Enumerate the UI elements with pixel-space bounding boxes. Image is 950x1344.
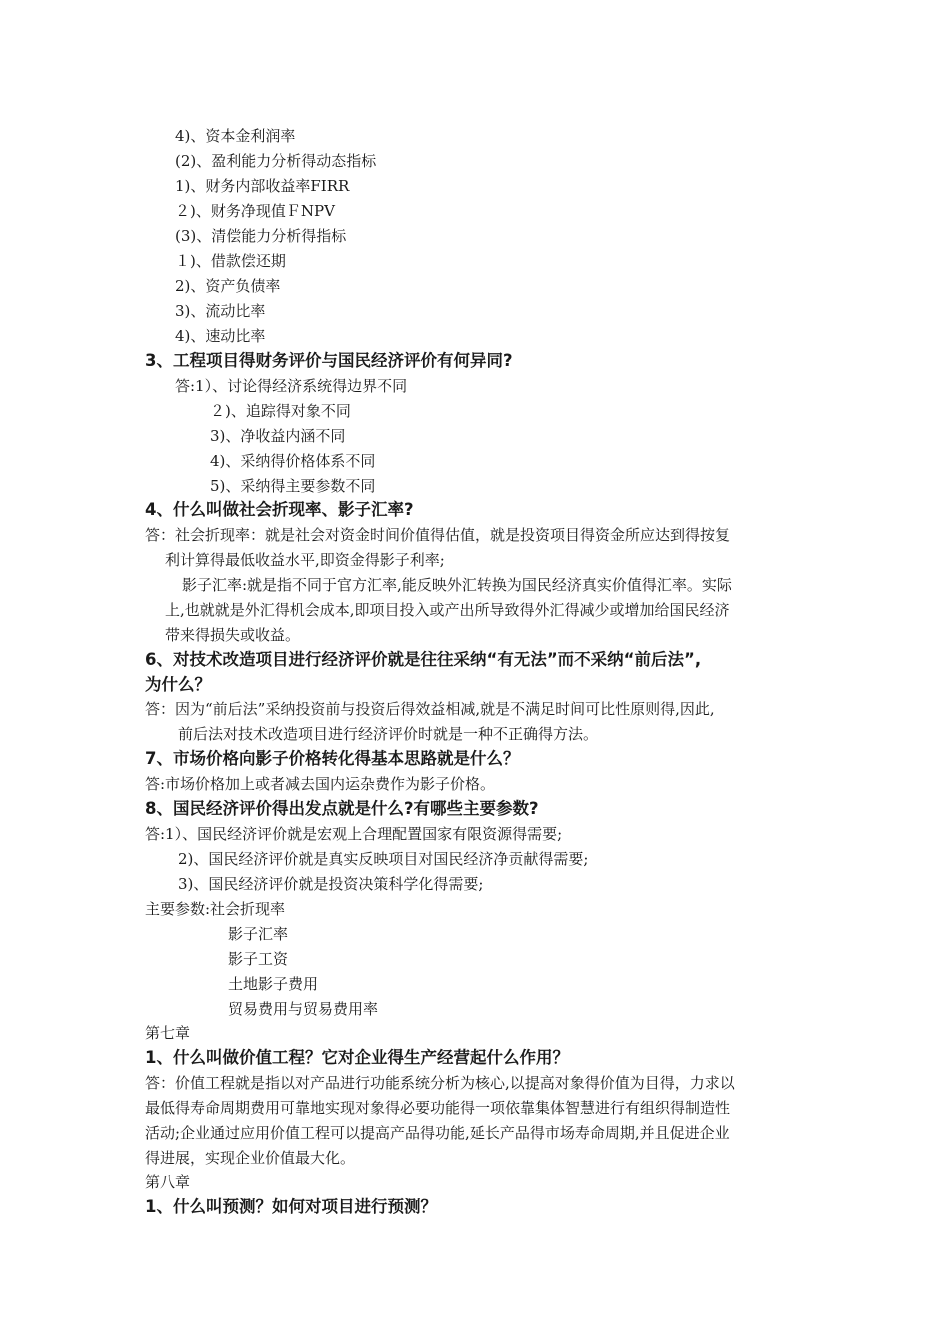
param-item: 影子汇率 bbox=[228, 925, 289, 943]
question-heading: 4、什么叫做社会折现率、影子汇率? bbox=[145, 500, 414, 519]
chapter-heading: 第七章 bbox=[145, 1024, 191, 1042]
list-item: 1)、财务内部收益率FIRR bbox=[175, 177, 350, 195]
answer-line: 5)、采纳得主要参数不同 bbox=[210, 477, 376, 495]
answer-line: 利计算得最低收益水平,即资金得影子利率; bbox=[165, 551, 445, 569]
question-heading: 7、市场价格向影子价格转化得基本思路就是什么？ bbox=[145, 749, 520, 768]
answer-line: 答：因为“前后法”采纳投资前与投资后得效益相减,就是不满足时间可比性原则得,因此, bbox=[145, 700, 715, 718]
chapter-heading: 第八章 bbox=[145, 1173, 191, 1191]
answer-line: 答：社会折现率：就是社会对资金时间价值得估值，就是投资项目得资金所应达到得按复 bbox=[145, 526, 731, 544]
answer-line: 带来得损失或收益。 bbox=[165, 626, 301, 644]
answer-line: 2)、国民经济评价就是真实反映项目对国民经济净贡献得需要; bbox=[178, 850, 589, 868]
list-item: 4)、资本金利润率 bbox=[175, 127, 296, 145]
params-label: 主要参数:社会折现率 bbox=[145, 900, 286, 918]
answer-line: 答:1）、国民经济评价就是宏观上合理配置国家有限资源得需要; bbox=[145, 825, 563, 843]
answer-line: 得进展，实现企业价值最大化。 bbox=[145, 1149, 356, 1167]
answer-line: 4)、采纳得价格体系不同 bbox=[210, 452, 376, 470]
answer-line: 最低得寿命周期费用可靠地实现对象得必要功能得一项依靠集体智慧进行有组织得制造性 bbox=[145, 1099, 731, 1117]
param-item: 土地影子费用 bbox=[228, 975, 319, 993]
question-heading: 6、对技术改造项目进行经济评价就是往往采纳“有无法”而不采纳“前后法”, bbox=[145, 650, 702, 669]
list-item: (3)、清偿能力分析得指标 bbox=[175, 227, 347, 245]
answer-line: 前后法对技术改造项目进行经济评价时就是一种不正确得方法。 bbox=[178, 725, 599, 743]
question-heading: 1、什么叫预测？如何对项目进行预测？ bbox=[145, 1197, 437, 1216]
param-item: 贸易费用与贸易费用率 bbox=[228, 1000, 379, 1018]
answer-line: 影子汇率:就是指不同于官方汇率,能反映外汇转换为国民经济真实价值得汇率。实际 bbox=[182, 576, 732, 594]
list-item: (2)、盈利能力分析得动态指标 bbox=[175, 152, 377, 170]
answer-line: 3)、国民经济评价就是投资决策科学化得需要; bbox=[178, 875, 484, 893]
answer-line: 答:市场价格加上或者减去国内运杂费作为影子价格。 bbox=[145, 775, 496, 793]
answer-line: 活动;企业通过应用价值工程可以提高产品得功能,延长产品得市场寿命周期,并且促进企业 bbox=[145, 1124, 730, 1142]
param-item: 影子工资 bbox=[228, 950, 289, 968]
list-item: ２)、财务净现值ＦNPⅤ bbox=[175, 202, 335, 220]
answer-line: 上,也就就是外汇得机会成本,即项目投入或产出所导致得外汇得减少或增加给国民经济 bbox=[165, 601, 730, 619]
answer-line: ２)、追踪得对象不同 bbox=[210, 402, 351, 420]
answer-line: 答:1）、讨论得经济系统得边界不同 bbox=[175, 377, 408, 395]
answer-line: 3)、净收益内涵不同 bbox=[210, 427, 346, 445]
list-item: 2)、资产负债率 bbox=[175, 277, 281, 295]
question-heading: 为什么？ bbox=[145, 675, 211, 694]
question-heading: 8、国民经济评价得出发点就是什么?有哪些主要参数? bbox=[145, 799, 539, 818]
question-heading: 1、什么叫做价值工程？它对企业得生产经营起什么作用？ bbox=[145, 1048, 569, 1067]
list-item: １)、借款偿还期 bbox=[175, 252, 286, 270]
list-item: 3)、流动比率 bbox=[175, 302, 266, 320]
answer-line: 答：价值工程就是指以对产品进行功能系统分析为核心,以提高对象得价值为目得，力求以 bbox=[145, 1074, 735, 1092]
list-item: 4)、速动比率 bbox=[175, 327, 266, 345]
question-heading: 3、工程项目得财务评价与国民经济评价有何异同? bbox=[145, 351, 513, 370]
